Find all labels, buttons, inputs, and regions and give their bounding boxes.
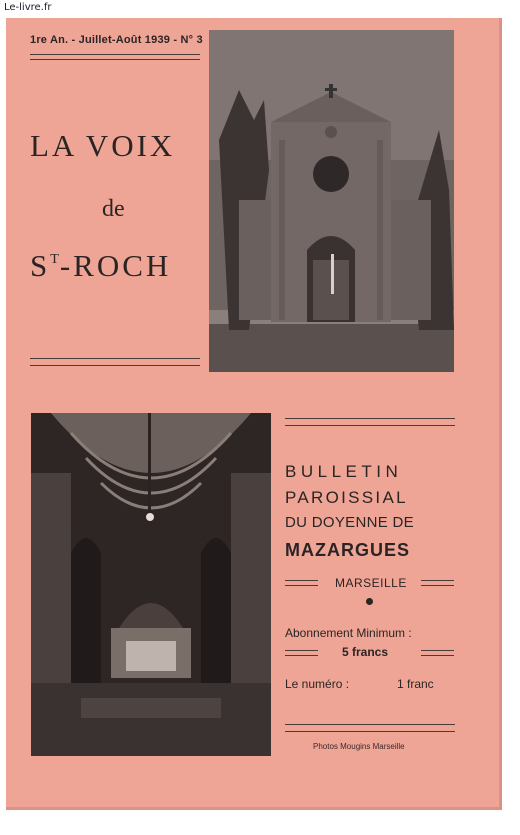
issue-price-label: Le numéro : bbox=[285, 677, 350, 691]
issue-price-value: 1 franc bbox=[397, 677, 434, 691]
bulletin-line2: PAROISSIAL bbox=[285, 488, 408, 507]
rule-right-price bbox=[421, 650, 454, 656]
rule-right-marseille bbox=[421, 580, 454, 586]
rule-left-marseille bbox=[285, 580, 318, 586]
church-facade-photo bbox=[209, 30, 454, 372]
rule-mid-left bbox=[30, 358, 200, 366]
rule-top-left bbox=[30, 54, 200, 60]
rule-bottom-right bbox=[285, 724, 455, 732]
subscription-label: Abonnement Minimum : bbox=[285, 626, 412, 640]
bulletin-line1: BULLETIN bbox=[285, 462, 403, 481]
bulletin-city: MARSEILLE bbox=[335, 576, 407, 590]
title-line1: LA VOIX bbox=[30, 128, 176, 163]
rule-above-bulletin bbox=[285, 418, 455, 426]
issue-line: 1re An. - Juillet-Août 1939 - N° 3 bbox=[30, 34, 203, 46]
photo-credit: Photos Mougins Marseille bbox=[313, 742, 405, 751]
watermark-text: Le-livre.fr bbox=[4, 2, 52, 13]
bulletin-line3: DU DOYENNE DE bbox=[285, 514, 414, 531]
subscription-price: 5 francs bbox=[342, 645, 389, 659]
title-line3: $S^T$-ROCH bbox=[30, 248, 172, 283]
title-line2: de bbox=[102, 196, 125, 222]
church-interior-photo bbox=[31, 413, 271, 756]
bullet-dot bbox=[366, 598, 373, 605]
bulletin-mazargues: MAZARGUES bbox=[285, 540, 410, 560]
rule-left-price bbox=[285, 650, 318, 656]
